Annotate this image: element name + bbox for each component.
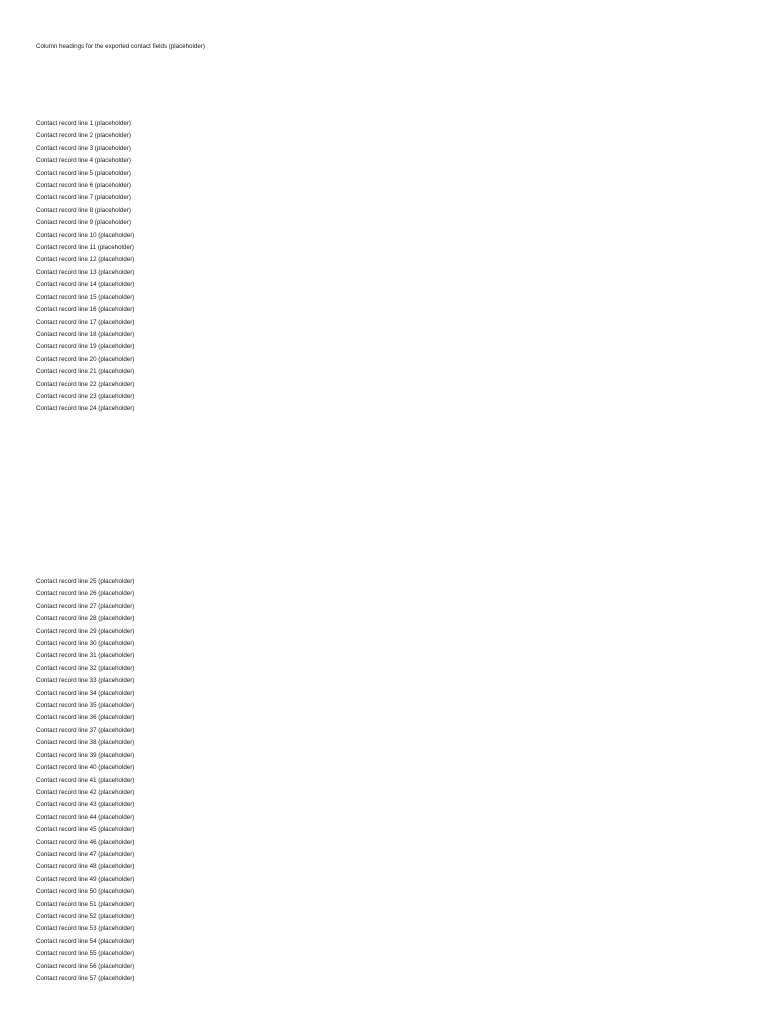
contact-record: Contact record line 16 (placeholder) xyxy=(36,306,135,314)
contact-record: Contact record line 26 (placeholder) xyxy=(36,590,135,598)
contact-record: Contact record line 41 (placeholder) xyxy=(36,776,135,784)
contact-record: Contact record line 24 (placeholder) xyxy=(36,405,135,413)
contact-record: Contact record line 54 (placeholder) xyxy=(36,937,135,945)
contact-record: Contact record line 5 (placeholder) xyxy=(36,169,131,177)
contact-record: Contact record line 37 (placeholder) xyxy=(36,726,135,734)
contact-record: Contact record line 28 (placeholder) xyxy=(36,615,135,623)
contact-record: Contact record line 43 (placeholder) xyxy=(36,801,135,809)
contact-record: Contact record line 13 (placeholder) xyxy=(36,268,135,276)
contact-record: Contact record line 7 (placeholder) xyxy=(36,194,131,202)
contact-record: Contact record line 29 (placeholder) xyxy=(36,627,135,635)
contact-record: Contact record line 23 (placeholder) xyxy=(36,392,135,400)
contact-record: Contact record line 33 (placeholder) xyxy=(36,677,135,685)
contact-record: Contact record line 3 (placeholder) xyxy=(36,144,131,152)
contact-record: Contact record line 31 (placeholder) xyxy=(36,652,135,660)
contact-record: Contact record line 39 (placeholder) xyxy=(36,751,135,759)
contact-record: Contact record line 22 (placeholder) xyxy=(36,380,135,388)
contact-record: Contact record line 47 (placeholder) xyxy=(36,850,135,858)
contact-record: Contact record line 49 (placeholder) xyxy=(36,875,135,883)
contact-record: Contact record line 55 (placeholder) xyxy=(36,950,135,958)
contact-record: Contact record line 51 (placeholder) xyxy=(36,900,135,908)
contact-record: Contact record line 10 (placeholder) xyxy=(36,231,135,239)
contact-record: Contact record line 21 (placeholder) xyxy=(36,368,135,376)
contact-record: Contact record line 14 (placeholder) xyxy=(36,281,135,289)
contact-record: Contact record line 46 (placeholder) xyxy=(36,838,135,846)
contact-record: Contact record line 6 (placeholder) xyxy=(36,182,131,190)
contact-record: Contact record line 30 (placeholder) xyxy=(36,640,135,648)
contact-record: Contact record line 56 (placeholder) xyxy=(36,962,135,970)
contact-record: Contact record line 9 (placeholder) xyxy=(36,219,131,227)
contact-record: Contact record line 27 (placeholder) xyxy=(36,602,135,610)
contact-record: Contact record line 48 (placeholder) xyxy=(36,863,135,871)
contact-record: Contact record line 45 (placeholder) xyxy=(36,826,135,834)
contact-record: Contact record line 40 (placeholder) xyxy=(36,764,135,772)
contact-record: Contact record line 8 (placeholder) xyxy=(36,206,131,214)
contact-record: Contact record line 36 (placeholder) xyxy=(36,714,135,722)
contact-record: Contact record line 25 (placeholder) xyxy=(36,578,135,585)
contact-record: Contact record line 15 (placeholder) xyxy=(36,293,135,301)
contact-record: Contact record line 44 (placeholder) xyxy=(36,813,135,821)
contact-record: Contact record line 50 (placeholder) xyxy=(36,888,135,896)
contact-record: Contact record line 20 (placeholder) xyxy=(36,355,135,363)
records-block-top xyxy=(36,120,736,414)
contact-record: Contact record line 11 (placeholder) xyxy=(36,244,134,252)
column-header-text: Column headings for the exported contact fields (placeholder) xyxy=(36,43,205,50)
contact-record: Contact record line 57 (placeholder) xyxy=(36,975,135,982)
contact-record: Contact record line 19 (placeholder) xyxy=(36,343,135,351)
contact-record: Contact record line 34 (placeholder) xyxy=(36,689,135,697)
contact-record: Contact record line 42 (placeholder) xyxy=(36,788,135,796)
contact-record: Contact record line 53 (placeholder) xyxy=(36,925,135,933)
contact-record: Contact record line 52 (placeholder) xyxy=(36,912,135,920)
contact-record: Contact record line 18 (placeholder) xyxy=(36,330,135,338)
contact-record: Contact record line 35 (placeholder) xyxy=(36,702,135,710)
contact-record: Contact record line 12 (placeholder) xyxy=(36,256,135,264)
contact-record: Contact record line 2 (placeholder) xyxy=(36,132,131,140)
contact-record: Contact record line 17 (placeholder) xyxy=(36,318,135,326)
contact-record: Contact record line 32 (placeholder) xyxy=(36,664,135,672)
contact-record: Contact record line 38 (placeholder) xyxy=(36,739,135,747)
contact-record: Contact record line 4 (placeholder) xyxy=(36,157,131,165)
contact-record: Contact record line 1 (placeholder) xyxy=(36,120,131,127)
records-block-bottom xyxy=(36,578,736,983)
